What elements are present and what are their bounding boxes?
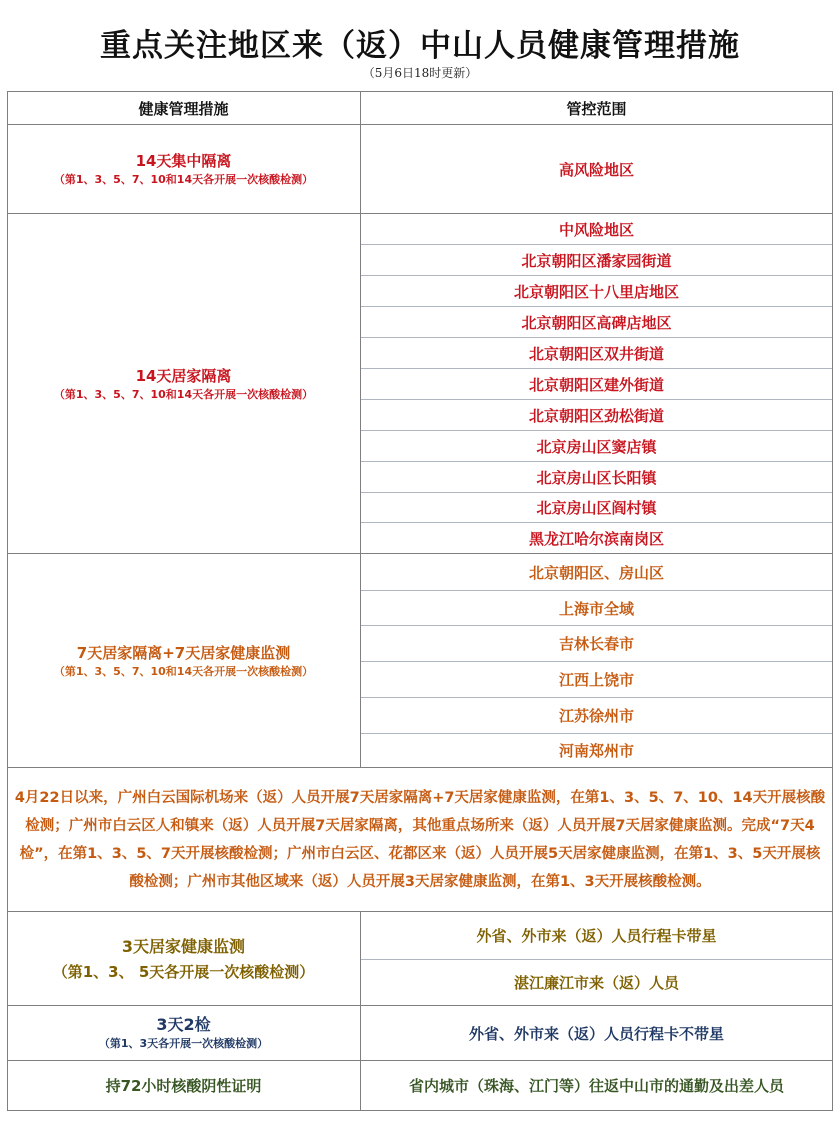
table-border-right [832,91,833,1111]
scope-item: 江苏徐州市 [558,707,634,725]
scope-item: 北京朝阳区、房山区 [528,563,664,582]
measure-cell [7,1006,360,1060]
measure-title: 3天居家健康监测 [121,936,246,956]
scope-item: 北京朝阳区建外街道 [528,375,664,394]
scope-item: 北京朝阳区潘家园街道 [521,251,672,270]
scope-item: 北京朝阳区高碑店地区 [521,313,672,332]
column-header-measure: 健康管理措施 [138,99,229,118]
scope-item: 北京房山区窦店镇 [536,437,657,456]
measure-note: （第1、3、 5天各开展一次核酸检测） [52,962,315,981]
measure-cell [7,912,360,1005]
scope-item: 上海市全域 [558,599,634,618]
measure-cell [7,554,360,767]
measure-note: （第1、3、5、7、10和14天各开展一次核酸检测） [53,664,314,678]
scope-item: 北京房山区阎村镇 [536,499,657,517]
measure-title: 7天居家隔离+7天居家健康监测 [76,643,291,662]
scope-item: 北京朝阳区劲松街道 [528,406,664,425]
table-border-bottom [7,1110,833,1111]
measure-title: 3天2检 [156,1015,211,1034]
scope-item: 北京房山区长阳镇 [536,468,657,487]
measure-title: 14天居家隔离 [135,366,232,385]
column-header-scope: 管控范围 [566,99,627,118]
scope-item: 北京朝阳区十八里店地区 [513,282,679,301]
measure-note: （第1、3、5、7、10和14天各开展一次核酸检测） [53,387,314,401]
measure-cell [7,1061,360,1110]
page-title: 重点关注地区来（返）中山人员健康管理措施 [100,28,740,64]
scope-item: 北京朝阳区双井街道 [528,344,664,363]
measure-note: （第1、3天各开展一次核酸检测） [98,1037,269,1050]
scope-item: 吉林长春市 [558,635,634,653]
measure-cell [7,125,360,213]
scope-item: 湛江廉江市来（返）人员 [513,974,679,992]
measure-title: 14天集中隔离 [135,152,232,170]
scope-item: 河南郑州市 [558,742,634,760]
scope-item: 省内城市（珠海、江门等）往返中山市的通勤及出差人员 [408,1077,784,1095]
measure-note: （第1、3、5、7、10和14天各开展一次核酸检测） [53,173,314,186]
scope-item: 黑龙江哈尔滨南岗区 [528,529,664,548]
scope-item: 外省、外市来（返）人员行程卡带星 [476,927,717,945]
measure-title: 持72小时核酸阴性证明 [105,1076,262,1095]
guangzhou-notice: 4月22日以来，广州白云国际机场来（返）人员开展7天居家隔离+7天居家健康监测，在第1、3、5、7、10、14天开展核酸检测；广州市白云区人和镇来（返）人员开展7天居家隔离，其他重点场所来（返）人员开展7天居家健康监测。完成“7天4检”，在第1、3、5、7天开展核酸检测；广州市白云区、花都区来（返）人员开展5天居家健康监测，在第1、3、5天开展核酸检测；广州市其他区域来（返）人员开展3天居家健康监测，在第1、3天开展核酸检测。 [14,789,826,890]
scope-item: 高风险地区 [558,160,634,179]
scope-item: 外省、外市来（返）人员行程卡不带星 [468,1024,724,1043]
scope-item: 江西上饶市 [558,671,634,689]
update-note: （5月6日18时更新） [362,66,478,80]
measure-cell [7,214,360,553]
scope-item: 中风险地区 [558,220,634,239]
